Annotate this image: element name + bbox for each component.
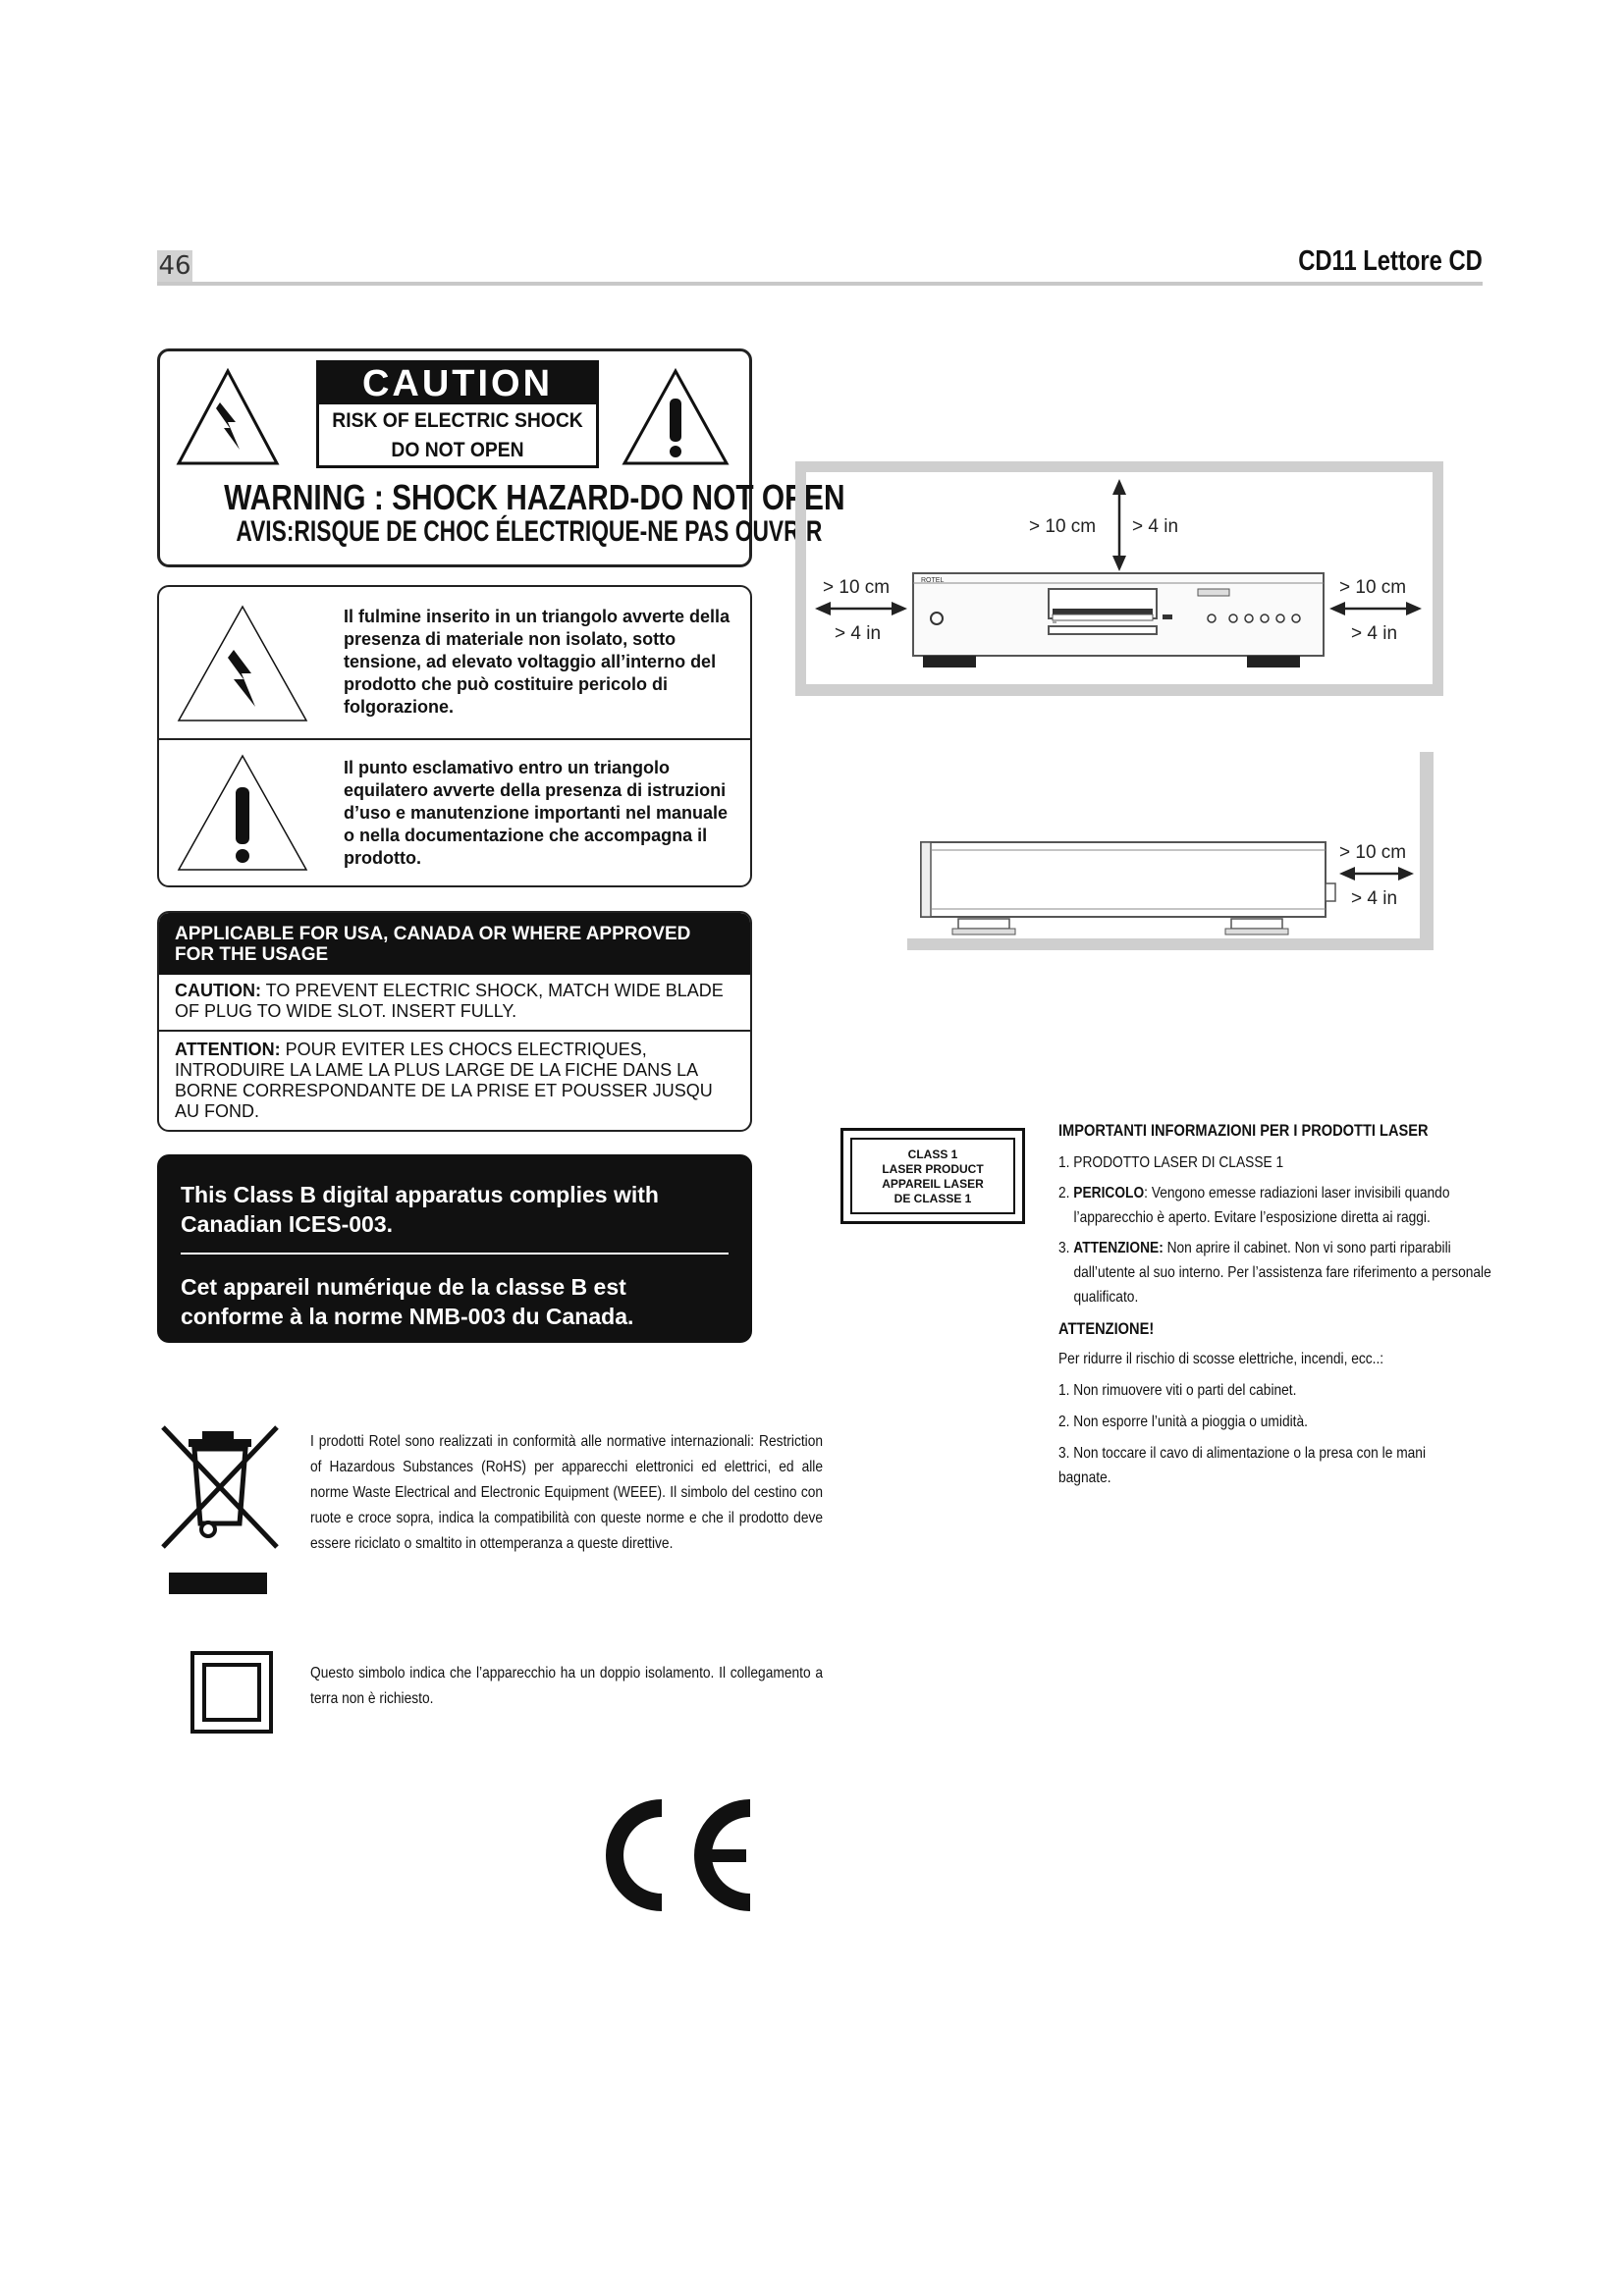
laser-info-item-3 — [1058, 1236, 1495, 1309]
side-cm-label: > 10 cm — [1339, 842, 1407, 863]
laser-label-line2: LASER PRODUCT — [882, 1162, 984, 1176]
shock-hazard-avis: AVIS:RISQUE DE CHOC ÉLECTRIQUE-NE PAS OUVRIR — [236, 515, 823, 548]
front-right-in-label: > 4 in — [1351, 623, 1398, 644]
usa-caution-text: TO PREVENT ELECTRIC SHOCK, MATCH WIDE BLADE OF PLUG TO WIDE SLOT. INSERT FULLY. — [175, 981, 724, 1021]
weee-paragraph-wrap — [310, 1429, 823, 1557]
lightning-symbol-text: Il fulmine inserito in un triangolo avverte della presenza di materiale non isolato, sotto tensione, ad elevato voltaggio all’interno del prodotto che può costituire pericolo di folgorazione. — [344, 607, 731, 717]
laser-item2-prefix: 2. — [1058, 1185, 1074, 1201]
front-left-cm-label: > 10 cm — [823, 577, 891, 598]
weee-paragraph: I prodotti Rotel sono realizzati in conformità alle normative internazionali: Restriction of Hazardous Substances (RoHS) per apparecchi elettronici ed elettrici, ed alle norme Waste Electrical and Electronic Equipment (WEEE). Il simbolo del cestino con ruote e croce sopra, indica la compatibilità con queste norme e che il prodotto deve essere riciclato o smaltito in ottemperanza a queste direttive. — [310, 1433, 824, 1552]
ce-mark-icon — [593, 1798, 756, 1912]
double-insulation-icon — [190, 1651, 273, 1734]
usa-notice-header: APPLICABLE FOR USA, CANADA OR WHERE APPROVED FOR THE USAGE — [159, 913, 750, 975]
usa-caution-label: CAUTION: — [175, 981, 261, 1000]
double-insulation-paragraph: Questo simbolo indica che l’apparecchio ha un doppio isolamento. Il collegamento a terra non è richiesto. — [310, 1665, 824, 1707]
laser-item2-label: PERICOLO — [1073, 1185, 1145, 1201]
laser-label-inner-frame — [850, 1138, 1015, 1214]
laser-info-section — [1058, 1119, 1491, 1490]
header-rule — [157, 282, 1483, 286]
bin-underline-bar — [169, 1573, 267, 1594]
caution-banner — [316, 360, 599, 468]
attention-item-2: 2. Non esporre l’unità a pioggia o umidità. — [1058, 1414, 1308, 1430]
ices-english-text: This Class B digital apparatus complies with Canadian ICES-003. — [181, 1182, 659, 1237]
lightning-warning-icon — [175, 365, 281, 471]
front-right-cm-label: > 10 cm — [1339, 577, 1407, 598]
lightning-triangle-icon — [173, 601, 312, 724]
usa-attention-text: POUR EVITER LES CHOCS ELECTRIQUES, INTRODUIRE LA LAME LA PLUS LARGE DE LA FICHE DANS LA BORNE CORRESPONDANTE DE LA PRISE ET POUSSER JUSQU AU FOND. — [175, 1040, 713, 1121]
front-top-in-label: > 4 in — [1132, 516, 1179, 537]
attention-item-1: 1. Non rimuovere viti o parti del cabinet. — [1058, 1382, 1297, 1399]
page-number: 46 — [158, 251, 191, 281]
attention-intro: Per ridurre il rischio di scosse elettriche, incendi, ecc..: — [1058, 1351, 1384, 1367]
attention-heading: ATTENZIONE! — [1058, 1319, 1155, 1338]
caution-heading: CAUTION — [319, 363, 596, 404]
player-brand-logo: ROTEL — [921, 577, 945, 584]
usa-caution-paragraph — [159, 981, 750, 1022]
do-not-open-text: DO NOT OPEN — [391, 439, 524, 461]
laser-label-line4: DE CLASSE 1 — [893, 1192, 972, 1205]
usa-canada-notice — [157, 911, 752, 1132]
double-insulation-paragraph-wrap — [310, 1661, 823, 1712]
usa-attention-label: ATTENTION: — [175, 1040, 281, 1059]
usa-notice-divider — [157, 1030, 752, 1032]
exclamation-triangle-icon — [173, 750, 312, 874]
front-left-in-label: > 4 in — [835, 623, 882, 644]
ices-divider — [181, 1253, 729, 1255]
document-title: CD11 Lettore CD — [1298, 245, 1483, 277]
front-top-cm-label: > 10 cm — [1029, 516, 1097, 537]
attention-item-3: 3. Non toccare il cavo di alimentazione o la presa con le mani bagnate. — [1058, 1445, 1427, 1486]
laser-info-item-1: 1. PRODOTTO LASER DI CLASSE 1 — [1058, 1154, 1284, 1171]
ices-french-text: Cet appareil numérique de la classe B est conforme à la norme NMB-003 du Canada. — [181, 1274, 634, 1329]
risk-of-shock-text: RISK OF ELECTRIC SHOCK — [332, 409, 583, 432]
laser-item3-text: Non aprire il cabinet. Non vi sono parti riparabili dall’utente al suo interno. Per l’assistenza fare riferimento a personale qualificato. — [1073, 1240, 1491, 1306]
shock-hazard-warning: WARNING : SHOCK HAZARD-DO NOT OPEN — [224, 477, 845, 517]
laser-info-item-2 — [1058, 1181, 1495, 1230]
laser-class-label — [840, 1128, 1025, 1224]
laser-label-text — [852, 1148, 1013, 1206]
laser-label-line1: CLASS 1 — [907, 1148, 958, 1161]
ices-notice — [157, 1154, 752, 1343]
laser-item3-label: ATTENZIONE: — [1073, 1240, 1164, 1256]
exclamation-symbol-text: Il punto esclamativo entro un triangolo equilatero avverte della presenza di istruzioni d’uso e manutenzione importanti nel manuale o nella documentazione che accompagna il prodotto. — [344, 758, 729, 868]
crossed-wheelie-bin-icon — [157, 1423, 283, 1553]
usa-attention-paragraph — [159, 1040, 750, 1122]
laser-info-heading: IMPORTANTI INFORMAZIONI PER I PRODOTTI LASER — [1058, 1121, 1429, 1140]
side-in-label: > 4 in — [1351, 888, 1398, 909]
laser-label-line3: APPAREIL LASER — [882, 1177, 984, 1191]
laser-item3-prefix: 3. — [1058, 1240, 1074, 1256]
laser-item2-text: : Vengono emesse radiazioni laser invisibili quando l’apparecchio è aperto. Evitare l’esposizione diretta ai raggi. — [1073, 1185, 1450, 1226]
exclamation-warning-icon — [619, 365, 732, 471]
symbol-divider — [159, 738, 750, 740]
